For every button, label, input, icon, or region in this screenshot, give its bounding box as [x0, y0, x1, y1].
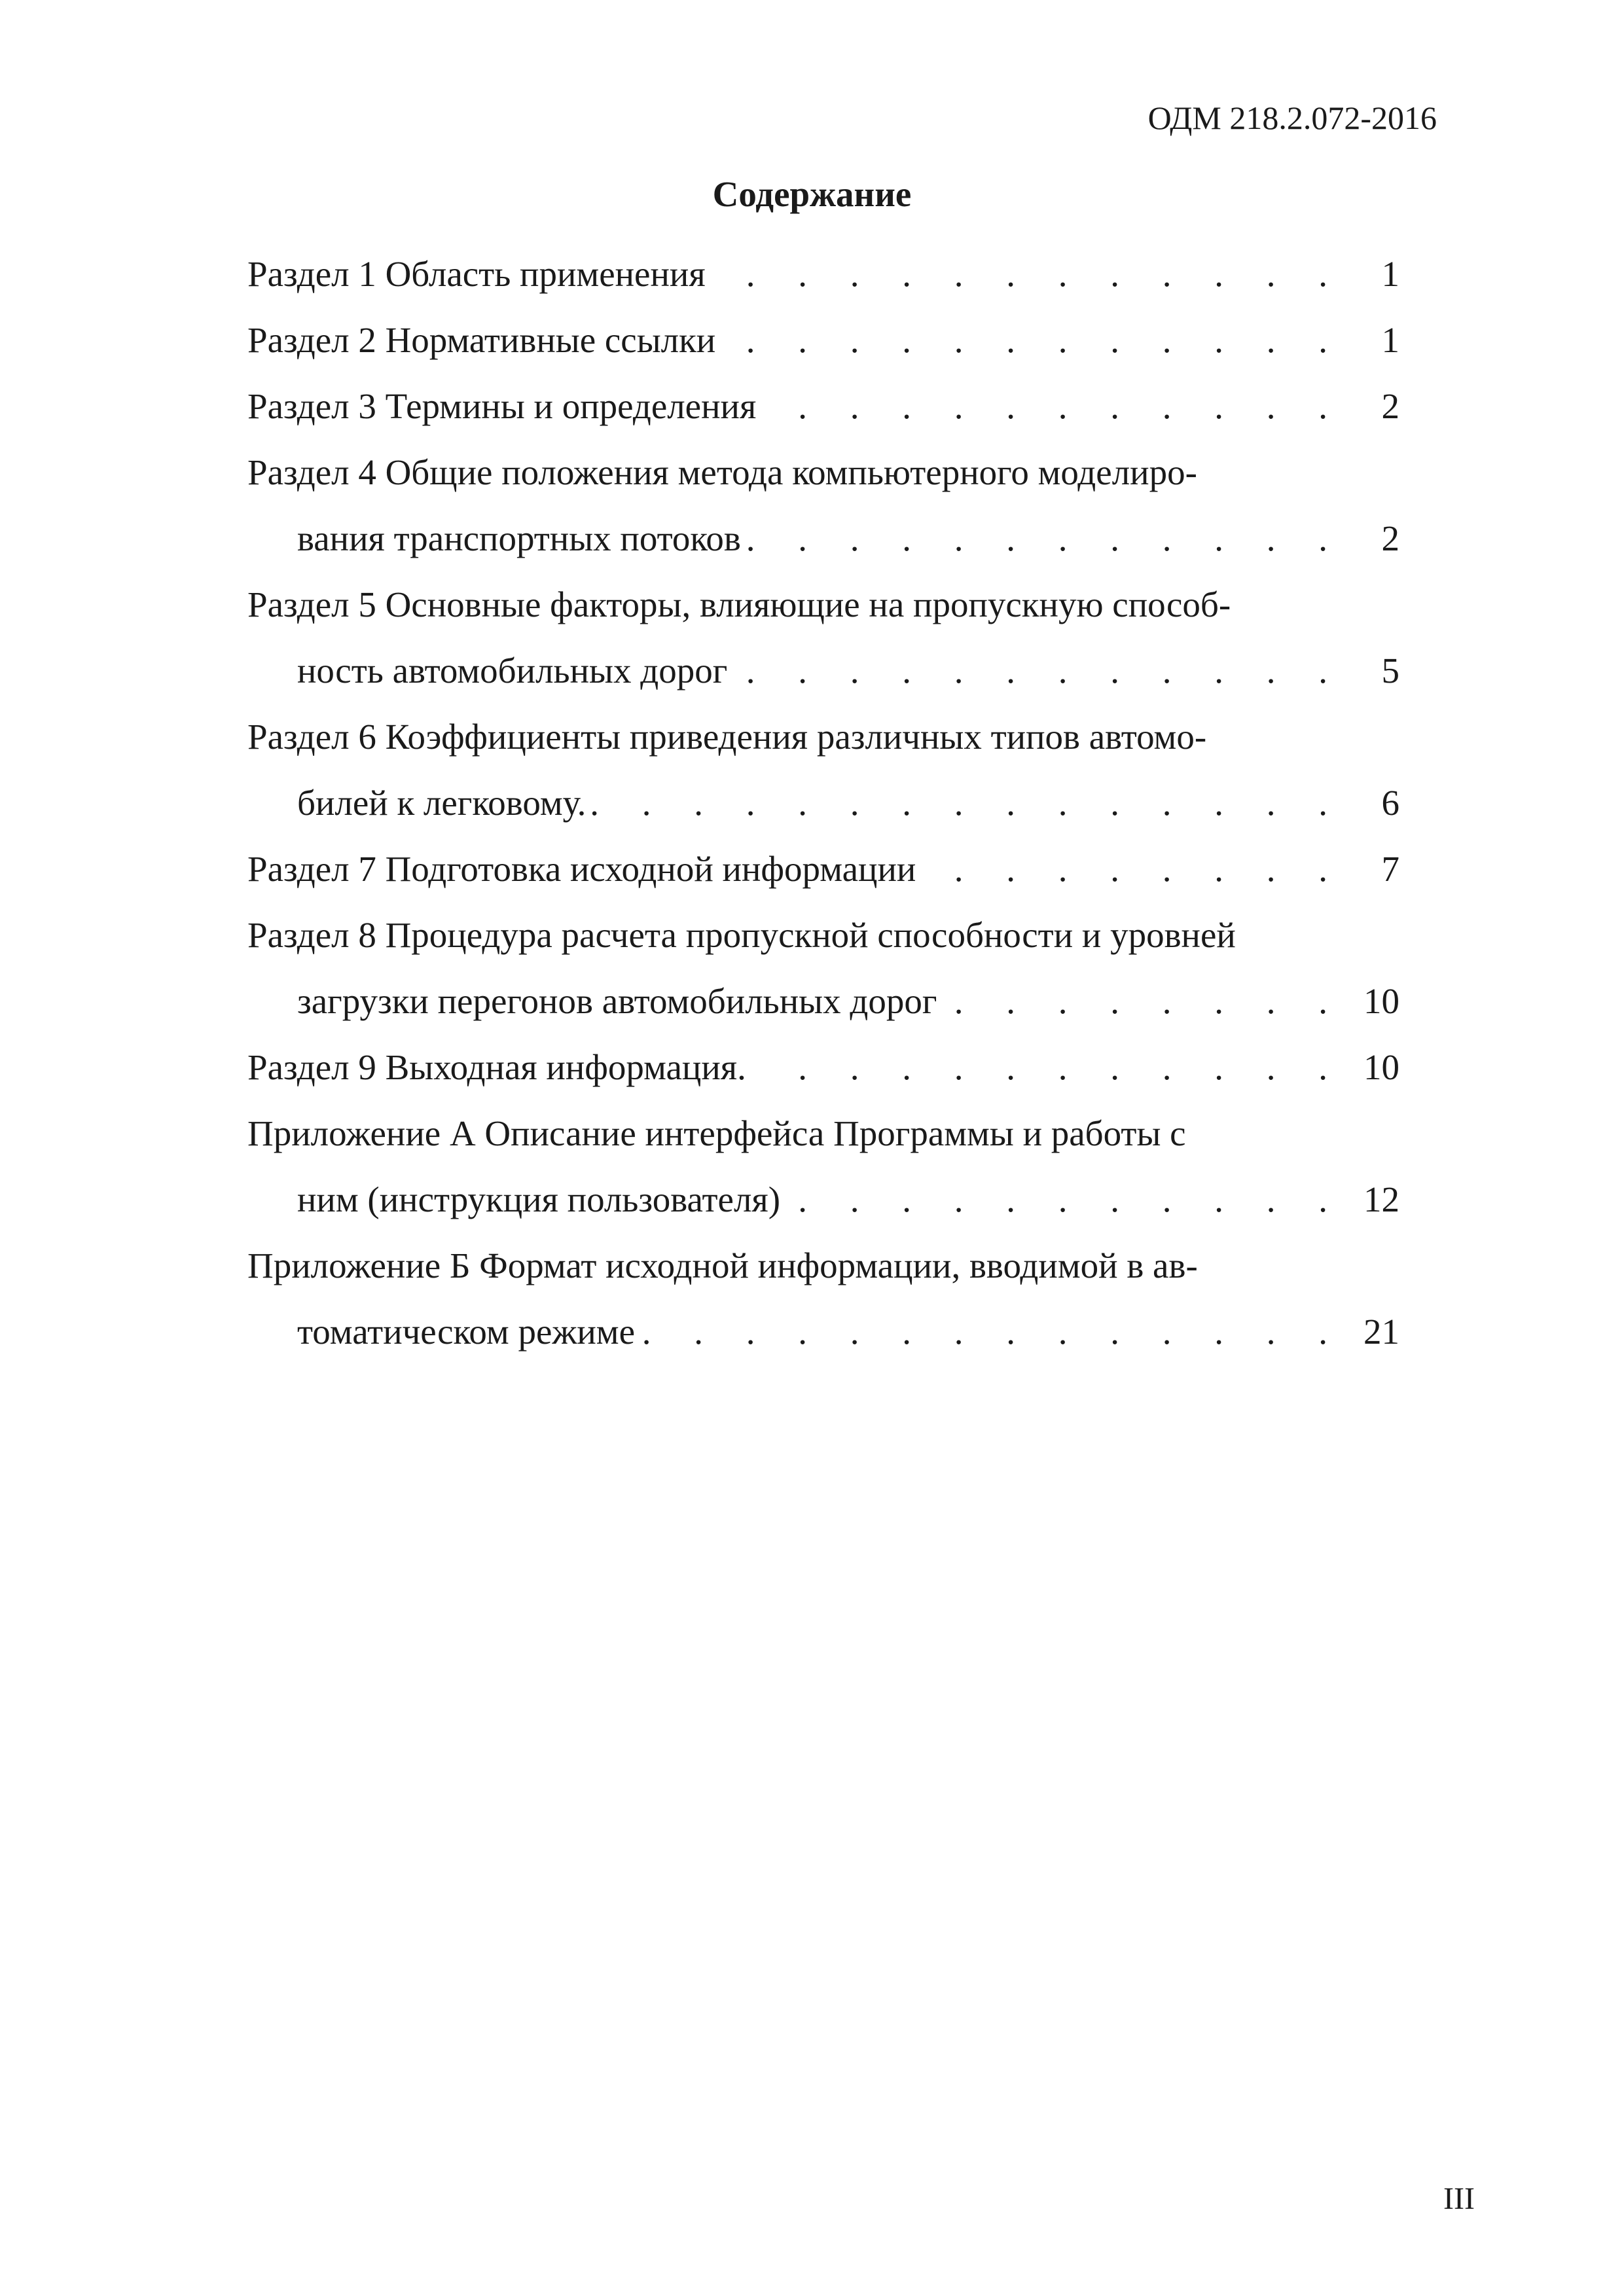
- toc-page-number: 1: [1381, 320, 1399, 360]
- toc-entry-9[interactable]: [247, 1034, 1399, 1100]
- dot-leader: [592, 770, 1344, 836]
- dot-leader: [787, 1166, 1344, 1232]
- document-code: ОДМ 218.2.072-2016: [1147, 99, 1437, 136]
- toc-page-number: 1: [1381, 254, 1399, 294]
- toc-entry-text: Раздел 3 Термины и определения: [247, 386, 757, 426]
- toc-entry-text-continued: томатическом режиме: [297, 1312, 636, 1352]
- toc-entry-text: Раздел 8 Процедура расчета пропускной способности и уровней: [247, 915, 1236, 955]
- toc-entry-text: Раздел 7 Подготовка исходной информации: [247, 849, 916, 889]
- dot-leader: [753, 1034, 1344, 1100]
- dot-leader: [641, 1299, 1344, 1365]
- table-of-contents: [247, 241, 1399, 1365]
- toc-entry-text-continued: загрузки перегонов автомобильных дорог: [297, 981, 937, 1021]
- toc-entry-4[interactable]: [247, 439, 1399, 571]
- toc-entry-text: Раздел 1 Область применения: [247, 254, 706, 294]
- toc-entry-8[interactable]: [247, 902, 1399, 1034]
- toc-entry-7[interactable]: [247, 836, 1399, 902]
- toc-entry-2[interactable]: [247, 307, 1399, 373]
- toc-entry-appendix-b[interactable]: [247, 1232, 1399, 1365]
- toc-page-number: 21: [1363, 1312, 1399, 1352]
- toc-page-number: 10: [1363, 981, 1399, 1021]
- toc-entry-text-continued: ним (инструкция пользователя): [297, 1179, 781, 1219]
- dot-leader: [763, 373, 1344, 439]
- toc-page-number: 7: [1381, 849, 1399, 889]
- toc-entry-text-continued: вания транспортных потоков: [297, 518, 741, 558]
- toc-page-number: 10: [1363, 1047, 1399, 1087]
- toc-title: Содержание: [712, 174, 912, 214]
- toc-entry-appendix-a[interactable]: [247, 1100, 1399, 1232]
- toc-page-number: 12: [1363, 1179, 1399, 1219]
- dot-leader: [922, 836, 1344, 902]
- toc-entry-text: Приложение Б Формат исходной информации, вводимой в ав-: [247, 1246, 1198, 1285]
- toc-entry-text-continued: билей к легковому.: [297, 783, 586, 823]
- dot-leader: [712, 241, 1344, 307]
- toc-entry-3[interactable]: [247, 373, 1399, 439]
- toc-entry-text: Раздел 2 Нормативные ссылки: [247, 320, 716, 360]
- dot-leader: [943, 968, 1344, 1034]
- toc-entry-text-continued: ность автомобильных дорог: [297, 651, 728, 691]
- toc-entry-text: Раздел 6 Коэффициенты приведения различных типов автомо-: [247, 717, 1207, 757]
- toc-page-number: 2: [1381, 386, 1399, 426]
- toc-entry-5[interactable]: [247, 571, 1399, 704]
- toc-page-number: 2: [1381, 518, 1399, 558]
- toc-entry-text: Приложение А Описание интерфейса Программы и работы с: [247, 1113, 1186, 1153]
- toc-entry-6[interactable]: [247, 704, 1399, 836]
- toc-entry-text: Раздел 9 Выходная информация.: [247, 1047, 746, 1087]
- toc-entry-1[interactable]: [247, 241, 1399, 307]
- dot-leader: [722, 307, 1344, 373]
- toc-entry-text: Раздел 5 Основные факторы, влияющие на пропускную способ-: [247, 584, 1231, 624]
- dot-leader: [734, 637, 1344, 704]
- toc-page-number: 5: [1381, 651, 1399, 691]
- toc-page-number: 6: [1381, 783, 1399, 823]
- dot-leader: [748, 505, 1344, 571]
- page-number: III: [1443, 2181, 1475, 2216]
- toc-entry-text: Раздел 4 Общие положения метода компьютерного моделиро-: [247, 452, 1197, 492]
